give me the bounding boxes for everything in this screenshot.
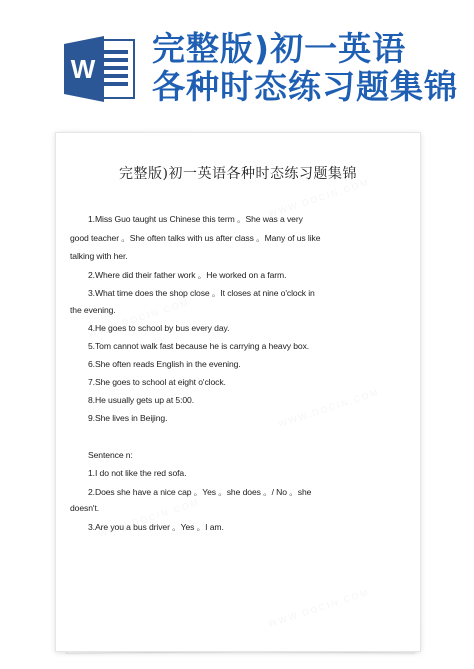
text-line: 1.I do not like the red sofa.: [88, 468, 187, 478]
banner-title-line-2: 各种时态练习题集锦: [152, 67, 458, 106]
banner-title-line-1: 完整版)初一英语: [152, 29, 407, 68]
svg-text:W: W: [70, 54, 96, 84]
text-line: talking with her.: [70, 251, 128, 261]
document-title: 完整版)初一英语各种时态练习题集锦: [119, 166, 357, 182]
text-line: 7.She goes to school at eight o'clock.: [88, 377, 226, 387]
text-line: 5.Tom cannot walk fast because he is carrying a heavy box.: [88, 341, 310, 351]
section-heading: Sentence n:: [88, 450, 133, 460]
banner-header: [0, 0, 474, 118]
watermark: [277, 387, 381, 429]
text-line: 6.She often reads English in the evening.: [88, 359, 241, 369]
text-line: the evening.: [70, 305, 116, 315]
text-line: 2.Does she have a nice cap 。Yes 。she does 。/ No 。she: [88, 487, 312, 497]
text-line: 2.Where did their father work 。He worked on a farm.: [88, 270, 287, 280]
text-line: good teacher 。She often talks with us after class 。Many of us like: [70, 233, 321, 243]
text-line: 3.Are you a bus driver 。Yes 。I am.: [88, 522, 224, 532]
document-preview: [55, 132, 421, 652]
watermark: [267, 587, 371, 629]
text-line: 4.He goes to school by bus every day.: [88, 323, 230, 333]
document-page: [55, 132, 421, 652]
banner-title: [152, 30, 458, 106]
text-line: 8.He usually gets up at 5:00.: [88, 395, 195, 405]
text-line: 3.What time does the shop close 。It closes at nine o'clock in: [88, 288, 315, 298]
word-document-icon: [64, 36, 136, 102]
text-line: 9.She lives in Beijing.: [88, 413, 168, 423]
text-line: 1.Miss Guo taught us Chinese this term 。She was a very: [88, 214, 303, 224]
text-line: doesn't.: [70, 503, 100, 513]
